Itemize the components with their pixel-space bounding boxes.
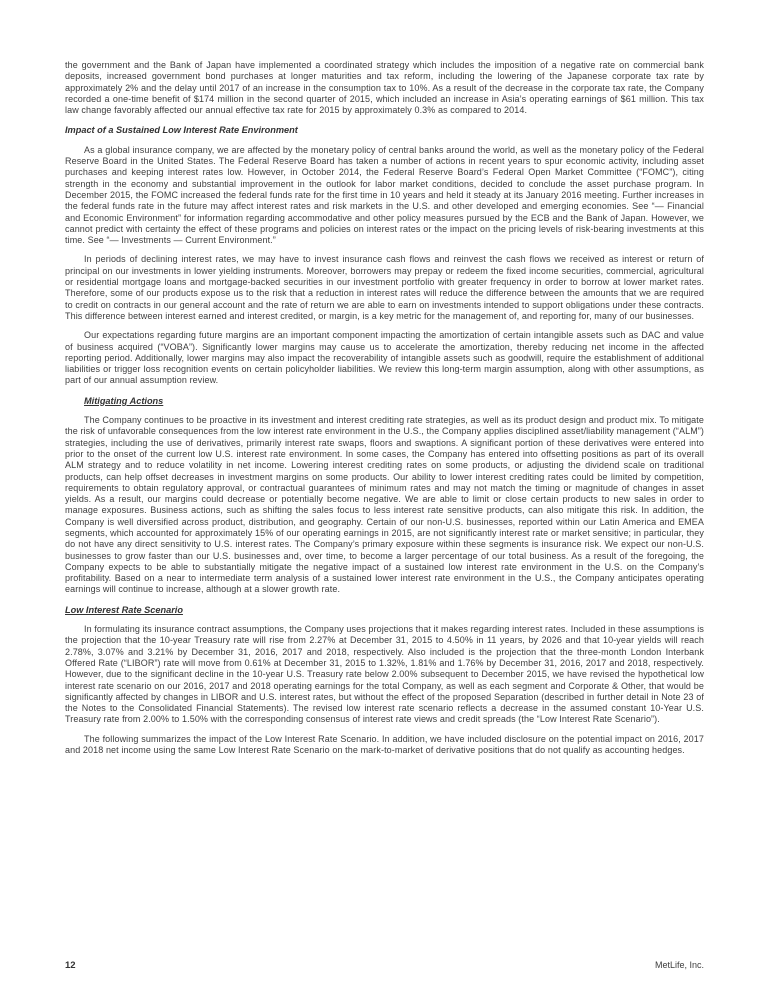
page-footer: [65, 960, 704, 971]
paragraph-continuation: the government and the Bank of Japan have implemented a coordinated strategy which includes the imposition of a negative rate on commercial bank deposits, increased government bond purchases at longer maturities and tax reform, including the lowering of the Japanese corporate tax rate by approximately 2% and the delay until 2017 of an increase in the consumption tax to 10%. As a result of the decrease in the corporate tax rate, the Company recorded a one-time benefit of $174 million in the second quarter of 2015, which included an increase in Asia’s operating earnings of $61 million. This tax law change favorably affected our annual effective tax rate for 2015 by approximately 0.3% as compared to 2014.: [65, 60, 704, 116]
paragraph: The following summarizes the impact of the Low Interest Rate Scenario. In addition, we have included disclosure on the potential impact on 2016, 2017 and 2018 net income using the same Low Interest Rate Scenario on the mark-to-market of derivative positions that do not qualify as accounting hedges.: [65, 733, 704, 756]
paragraph: The Company continues to be proactive in its investment and interest crediting rate strategies, as well as its product design and product mix. To mitigate the risk of unfavorable consequences from the low interest rate environment in the U.S., the Company applies disciplined asset/liability management (“ALM”) strategies, including the use of derivatives, primarily interest rate swaps, floors and swaptions. A significant portion of these derivatives were entered into prior to the onset of the current low U.S. interest rate environment. In some cases, the Company has entered into offsetting positions as part of its overall ALM strategy and to reduce volatility in net income. Lowering interest crediting rates on some products, or adjusting the dividend scale on traditional products, can help offset decreases in investment margins on some products. Our ability to lower interest crediting rates could be limited by competition, requirements to obtain regulatory approval, or contractual guarantees of minimum rates and may not match the timing or magnitude of changes in asset yields. As a result, our margins could decrease or potentially become negative. We are able to limit or close certain products to new sales in order to manage exposures. Business actions, such as shifting the sales focus to less interest rate sensitive products, can also mitigate this risk. In addition, the Company is well diversified across product, distribution, and geography. Certain of our non-U.S. businesses, reported within our Latin America and EMEA segments, which accounted for approximately 15% of our operating earnings in 2015, are not significantly interest rate or market sensitive; in particular, they do not have any direct sensitivity to U.S. interest rates. The Company’s primary exposure within these segments is insurance risk. We expect our non-U.S. businesses to grow faster than our U.S. businesses and, over time, to become a larger percentage of our total business. As a result of the foregoing, the Company expects to be able to substantially mitigate the negative impact of a sustained low interest rate environment in the U.S. on the Company’s profitability. Based on a near to intermediate term analysis of a sustained lower interest rate environment in the U.S., the Company anticipates operating earnings will continue to increase, although at a slower growth rate.: [65, 415, 704, 595]
subsection-heading-mitigating-actions: Mitigating Actions: [84, 395, 164, 406]
section-heading-impact-sustained-low-rate: Impact of a Sustained Low Interest Rate Environment: [65, 125, 298, 136]
paragraph: In formulating its insurance contract assumptions, the Company uses projections that it makes regarding interest rates. Included in these assumptions is the projection that the 10-year Treasury rate will rise from 2.27% at December 31, 2015 to 4.50% in 11 years, by 2026 and that 10-year yields will reach 2.78%, 3.07% and 3.21% by December 31, 2016, 2017 and 2018, respectively. Also included is the projection that the three-month London Interbank Offered Rate (“LIBOR”) rate will move from 0.61% at December 31, 2015 to 1.32%, 1.81% and 1.76% by December 31, 2016, 2017 and 2018, respectively. However, due to the significant decline in the 10-year U.S. Treasury rate below 2.00% subsequent to December 2015, we have revised the hypothetical low interest rate scenario on our 2016, 2017 and 2018 operating earnings for the total Company, as well as each segment and Corporate & Other, that would be significantly affected by changes in LIBOR and U.S. interest rates, but without the effect of the proposed Separation (described in further detail in Note 23 of the Notes to the Consolidated Financial Statements). The revised low interest rate scenario reflects a decrease in the assumed constant 10-Year U.S. Treasury rate from 2.00% to 1.50% with the corresponding consensus of interest rate views and credit spreads (the “Low Interest Rate Scenario”).: [65, 624, 705, 725]
paragraph: Our expectations regarding future margins are an important component impacting the amortization of certain intangible assets such as DAC and value of business acquired (“VOBA”). Significantly lower margins may cause us to accelerate the amortization, thereby reducing net income in the affected reporting period. Additionally, lower margins may also impact the recoverability of intangible assets such as goodwill, require the establishment of additional liabilities or trigger loss recognition events on certain policyholder liabilities. We review this long-term margin assumption, along with other assumptions, as part of our annual assumption review.: [65, 330, 704, 386]
paragraph: In periods of declining interest rates, we may have to invest insurance cash flows and reinvest the cash flows we received as interest or return of principal on our investments in lower yielding instruments. Moreover, borrowers may prepay or redeem the fixed income securities, commercial, agricultural or residential mortgage loans and mortgage-backed securities in our investment portfolio with greater frequency in order to borrow at lower market rates. Therefore, some of our products expose us to the risk that a reduction in interest rates will reduce the difference between the amounts that we are required to credit on contracts in our general account and the rate of return we are able to earn on investments intended to support obligations under these contracts. This difference between interest earned and interest credited, or margin, is a key metric for the management of, and reporting for, many of our businesses.: [65, 254, 704, 321]
paragraph: As a global insurance company, we are affected by the monetary policy of central banks around the world, as well as the monetary policy of the Federal Reserve Board in the United States. The Federal Reserve Board has taken a number of actions in recent years to spur economic activity, including asset purchases and keeping interest rates low. However, in October 2014, the Federal Reserve Board’s Federal Open Market Committee (“FOMC”), citing strength in the economy and substantial improvement in the outlook for labor market conditions, decided to conclude the asset purchase program. In December 2015, the FOMC increased the federal funds rate for the first time in 10 years and held it steady at its January 2016 meeting. Further increases in the federal funds rate in the future may affect interest rates and risk markets in the U.S. and other developed and emerging economies. See “— Financial and Economic Environment” for information regarding accommodative and other policy measures pursued by the ECB and the Bank of Japan. However, we cannot predict with certainty the effect of these programs and policies on interest rates or the impact on the pricing levels of risk-bearing investments at this time. See “— Investments — Current Environment.”: [65, 144, 704, 246]
subsection-heading-low-interest-rate-scenario: Low Interest Rate Scenario: [65, 604, 183, 615]
company-name: MetLife, Inc.: [654, 960, 704, 970]
page-number: 12: [65, 960, 76, 971]
